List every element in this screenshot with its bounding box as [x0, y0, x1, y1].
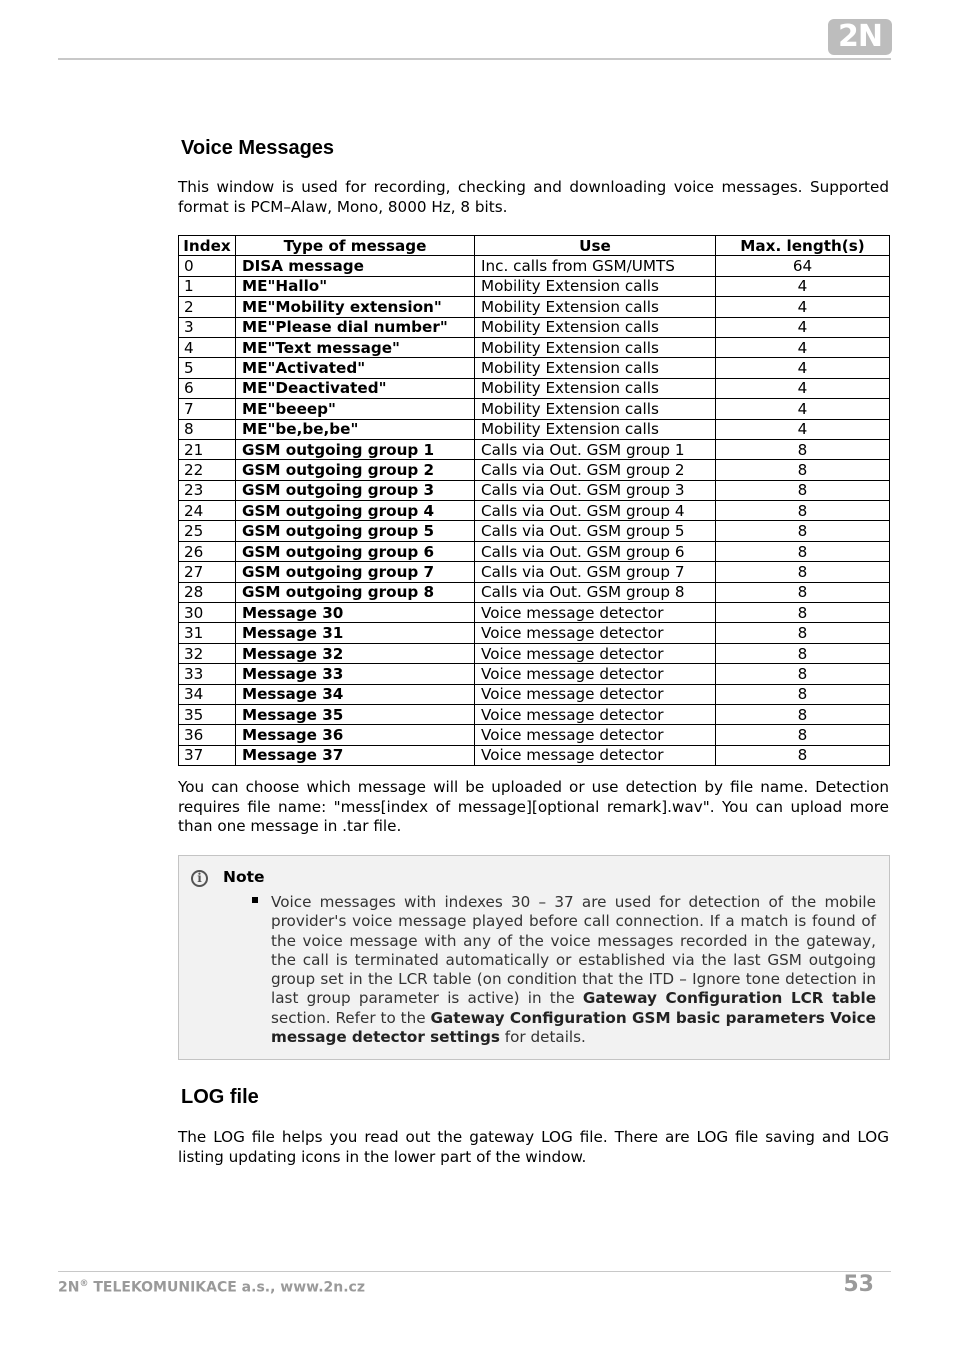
cell-max-length: 4	[716, 399, 890, 419]
cell-type: GSM outgoing group 7	[236, 562, 475, 582]
cell-use: Voice message detector	[475, 745, 716, 765]
cell-max-length: 8	[716, 541, 890, 561]
table-row	[179, 276, 890, 296]
cell-type: DISA message	[236, 256, 475, 276]
note-text-part-2: section. Refer to the	[271, 1008, 431, 1027]
column-header-use: Use	[475, 236, 716, 256]
cell-use: Calls via Out. GSM group 6	[475, 541, 716, 561]
cell-index: 35	[179, 704, 236, 724]
table-row	[179, 317, 890, 337]
page-number: 53	[843, 1272, 874, 1297]
table-row	[179, 521, 890, 541]
cell-type: ME"Hallo"	[236, 276, 475, 296]
table-row	[179, 399, 890, 419]
table-row	[179, 439, 890, 459]
cell-use: Voice message detector	[475, 664, 716, 684]
column-header-index: Index	[179, 236, 236, 256]
header-divider	[58, 58, 891, 60]
cell-index: 36	[179, 725, 236, 745]
log-file-heading: LOG file	[181, 1086, 259, 1108]
cell-max-length: 8	[716, 745, 890, 765]
column-header-max-length: Max. length(s)	[716, 236, 890, 256]
cell-index: 33	[179, 664, 236, 684]
cell-type: ME"Please dial number"	[236, 317, 475, 337]
table-row	[179, 501, 890, 521]
upload-paragraph: You can choose which message will be uploaded or use detection by file name. Detection requires file name: "mess[index of message][optional remark].wav". You can upload more than one message in .tar file.	[178, 778, 889, 835]
cell-max-length: 4	[716, 276, 890, 296]
cell-index: 32	[179, 643, 236, 663]
footer-divider	[58, 1271, 891, 1272]
cell-type: ME"Text message"	[236, 337, 475, 357]
cell-max-length: 8	[716, 480, 890, 500]
cell-type: GSM outgoing group 5	[236, 521, 475, 541]
cell-type: ME"beeep"	[236, 399, 475, 419]
cell-max-length: 8	[716, 684, 890, 704]
cell-max-length: 4	[716, 378, 890, 398]
cell-index: 7	[179, 399, 236, 419]
table-row	[179, 337, 890, 357]
cell-index: 31	[179, 623, 236, 643]
table-row	[179, 704, 890, 724]
cell-index: 34	[179, 684, 236, 704]
cell-max-length: 8	[716, 664, 890, 684]
cell-type: Message 34	[236, 684, 475, 704]
cell-max-length: 4	[716, 419, 890, 439]
table-row	[179, 297, 890, 317]
cell-index: 21	[179, 439, 236, 459]
cell-type: Message 32	[236, 643, 475, 663]
table-row	[179, 664, 890, 684]
cell-index: 6	[179, 378, 236, 398]
voice-messages-intro: This window is used for recording, checking and downloading voice messages. Supported format is PCM–Alaw, Mono, 8000 Hz, 8 bits.	[178, 178, 889, 216]
cell-use: Voice message detector	[475, 643, 716, 663]
cell-use: Mobility Extension calls	[475, 399, 716, 419]
note-title: Note	[223, 868, 265, 886]
cell-use: Mobility Extension calls	[475, 337, 716, 357]
cell-index: 8	[179, 419, 236, 439]
table-row	[179, 562, 890, 582]
cell-use: Voice message detector	[475, 704, 716, 724]
cell-use: Mobility Extension calls	[475, 378, 716, 398]
cell-index: 24	[179, 501, 236, 521]
table-row	[179, 256, 890, 276]
cell-max-length: 4	[716, 317, 890, 337]
cell-type: Message 31	[236, 623, 475, 643]
cell-index: 4	[179, 337, 236, 357]
cell-use: Voice message detector	[475, 684, 716, 704]
table-row	[179, 684, 890, 704]
voice-messages-table	[178, 235, 890, 766]
note-bold-lcr-path: Gateway Configuration LCR table	[582, 989, 876, 1008]
cell-use: Calls via Out. GSM group 3	[475, 480, 716, 500]
info-icon: i	[191, 870, 208, 887]
brand-logo: 2N	[828, 19, 892, 55]
footer-company	[58, 1279, 365, 1296]
cell-use: Voice message detector	[475, 623, 716, 643]
cell-use: Mobility Extension calls	[475, 358, 716, 378]
table-body	[179, 256, 890, 766]
cell-max-length: 8	[716, 582, 890, 602]
cell-use: Calls via Out. GSM group 7	[475, 562, 716, 582]
log-file-text: The LOG file helps you read out the gateway LOG file. There are LOG file saving and LOG listing updating icons in the lower part of the window.	[178, 1128, 889, 1166]
cell-index: 3	[179, 317, 236, 337]
table-row	[179, 378, 890, 398]
note-text-part-3: for details.	[499, 1028, 586, 1047]
voice-messages-heading: Voice Messages	[181, 137, 335, 159]
cell-type: Message 33	[236, 664, 475, 684]
cell-use: Inc. calls from GSM/UMTS	[475, 256, 716, 276]
table-row	[179, 419, 890, 439]
table-row	[179, 745, 890, 765]
cell-max-length: 4	[716, 337, 890, 357]
cell-index: 26	[179, 541, 236, 561]
footer-company-name: TELEKOMUNIKACE a.s., www.2n.cz	[88, 1279, 365, 1296]
cell-use: Calls via Out. GSM group 5	[475, 521, 716, 541]
cell-use: Calls via Out. GSM group 1	[475, 439, 716, 459]
cell-use: Mobility Extension calls	[475, 317, 716, 337]
cell-index: 23	[179, 480, 236, 500]
cell-max-length: 8	[716, 725, 890, 745]
cell-use: Mobility Extension calls	[475, 419, 716, 439]
cell-index: 30	[179, 603, 236, 623]
cell-max-length: 4	[716, 358, 890, 378]
cell-max-length: 8	[716, 643, 890, 663]
cell-index: 37	[179, 745, 236, 765]
cell-use: Calls via Out. GSM group 4	[475, 501, 716, 521]
cell-use: Calls via Out. GSM group 2	[475, 460, 716, 480]
cell-use: Voice message detector	[475, 725, 716, 745]
note-text-part-1: Voice messages with indexes 30 – 37 are used for detection of the mobile provider's voice message played before call connection. If a match is found of the voice message with any of the voice messages recorded in the gateway, the call is terminated automatically or established via the last GSM outgoing group set in the LCR table (on condition that the ITD – Ignore tone detection in last group parameter is active) in the	[271, 893, 876, 1008]
cell-index: 28	[179, 582, 236, 602]
cell-index: 1	[179, 276, 236, 296]
note-box	[178, 855, 890, 1060]
cell-type: ME"Activated"	[236, 358, 475, 378]
cell-type: Message 37	[236, 745, 475, 765]
cell-max-length: 8	[716, 460, 890, 480]
cell-index: 22	[179, 460, 236, 480]
note-text	[271, 893, 876, 1047]
cell-use: Mobility Extension calls	[475, 297, 716, 317]
table-row	[179, 603, 890, 623]
table-row	[179, 358, 890, 378]
cell-type: GSM outgoing group 1	[236, 439, 475, 459]
bullet-square-icon	[252, 897, 258, 903]
cell-type: Message 30	[236, 603, 475, 623]
cell-index: 0	[179, 256, 236, 276]
table-header-row	[179, 236, 890, 256]
cell-max-length: 4	[716, 297, 890, 317]
cell-type: GSM outgoing group 4	[236, 501, 475, 521]
cell-index: 27	[179, 562, 236, 582]
cell-type: GSM outgoing group 3	[236, 480, 475, 500]
cell-max-length: 64	[716, 256, 890, 276]
cell-max-length: 8	[716, 562, 890, 582]
cell-type: ME"be,be,be"	[236, 419, 475, 439]
table-row	[179, 480, 890, 500]
cell-index: 5	[179, 358, 236, 378]
cell-index: 25	[179, 521, 236, 541]
table-row	[179, 582, 890, 602]
cell-type: ME"Deactivated"	[236, 378, 475, 398]
cell-type: GSM outgoing group 6	[236, 541, 475, 561]
cell-type: GSM outgoing group 2	[236, 460, 475, 480]
cell-max-length: 8	[716, 521, 890, 541]
table-row	[179, 623, 890, 643]
table-row	[179, 643, 890, 663]
table-row	[179, 460, 890, 480]
column-header-type: Type of message	[236, 236, 475, 256]
cell-max-length: 8	[716, 439, 890, 459]
cell-use: Mobility Extension calls	[475, 276, 716, 296]
cell-type: ME"Mobility extension"	[236, 297, 475, 317]
cell-max-length: 8	[716, 704, 890, 724]
note-bold-detector-path: Gateway Configuration GSM basic parameters Voice message detector settings	[271, 1008, 876, 1047]
table-row	[179, 725, 890, 745]
registered-mark: ®	[79, 1279, 89, 1289]
cell-type: GSM outgoing group 8	[236, 582, 475, 602]
cell-type: Message 35	[236, 704, 475, 724]
cell-type: Message 36	[236, 725, 475, 745]
cell-max-length: 8	[716, 501, 890, 521]
cell-max-length: 8	[716, 623, 890, 643]
footer-brand: 2N	[58, 1279, 80, 1296]
table-row	[179, 541, 890, 561]
cell-index: 2	[179, 297, 236, 317]
cell-use: Calls via Out. GSM group 8	[475, 582, 716, 602]
cell-max-length: 8	[716, 603, 890, 623]
cell-use: Voice message detector	[475, 603, 716, 623]
